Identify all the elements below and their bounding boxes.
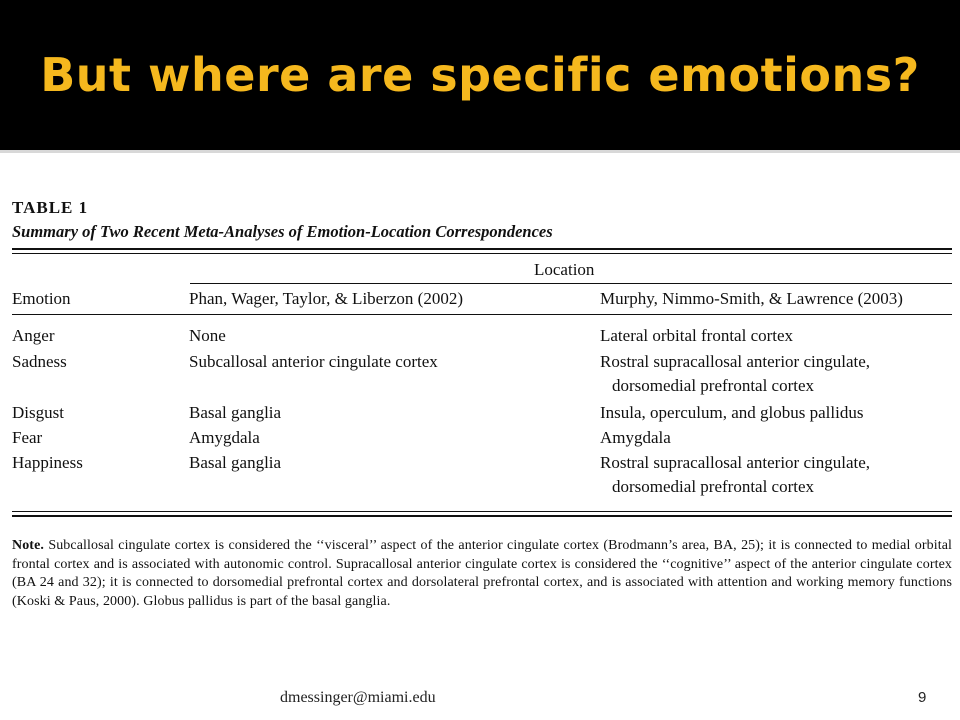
header-emotion: Emotion — [12, 289, 71, 308]
location-header-row — [12, 254, 952, 284]
cell-study2: Insula, operculum, and globus pallidus — [600, 403, 864, 422]
table-row — [12, 453, 952, 477]
cell-emotion: Disgust — [12, 403, 64, 422]
cell-study2: Amygdala — [600, 428, 671, 447]
cell-emotion: Anger — [12, 326, 55, 345]
emotion-location-table — [12, 198, 952, 517]
note-text: Subcallosal cingulate cortex is considered the ‘‘visceral’’ aspect of the anterior cingulate cortex (Brodmann’s area, BA, 25); it is connected to medial orbital frontal cortex and is associated with autonomic control. Supracallosal anterior cingulate cortex is considered the ‘‘cognitive’’ aspect of the anterior cingulate cortex (BA 24 and 32); it is connected to dorsomedial prefrontal cortex and dorsolateral prefrontal cortex, and is associated with attention and working memory functions (Koski & Paus, 2000). Globus pallidus is part of the basal ganglia. — [12, 538, 952, 609]
page-number: 9 — [918, 689, 927, 706]
table-bottom-rule-outer — [12, 515, 952, 517]
cell-study1: Amygdala — [189, 428, 260, 447]
cell-emotion: Happiness — [12, 453, 83, 472]
cell-study1: None — [189, 326, 226, 345]
cell-emotion: Sadness — [12, 352, 67, 371]
table-row — [12, 326, 952, 350]
table-caption: Summary of Two Recent Meta-Analyses of Emotion-Location Correspondences — [12, 222, 553, 241]
cell-study2-cont: dorsomedial prefrontal cortex — [612, 477, 815, 496]
table-note — [12, 537, 952, 611]
slide-title: But where are specific emotions? — [40, 48, 920, 102]
cell-emotion: Fear — [12, 428, 43, 447]
cell-study2-cont: dorsomedial prefrontal cortex — [612, 376, 815, 395]
table-row — [12, 428, 952, 452]
table-row-continuation — [12, 477, 952, 501]
cell-study1: Basal ganglia — [189, 403, 282, 422]
table-row — [12, 403, 952, 427]
note-label: Note. — [12, 538, 44, 553]
cell-study1: Basal ganglia — [189, 453, 282, 472]
cell-study2: Rostral supracallosal anterior cingulate, — [600, 453, 871, 472]
table-row — [12, 352, 952, 376]
table-row-continuation — [12, 376, 952, 400]
table-body — [12, 315, 952, 511]
title-divider — [0, 150, 960, 153]
table-label: TABLE 1 — [12, 198, 89, 217]
header-study-murphy: Murphy, Nimmo-Smith, & Lawrence (2003) — [600, 289, 903, 308]
cell-study1: Subcallosal anterior cingulate cortex — [189, 352, 438, 371]
header-study-phan: Phan, Wager, Taylor, & Liberzon (2002) — [189, 289, 463, 308]
cell-study2: Lateral orbital frontal cortex — [600, 326, 794, 345]
footer-email: dmessinger@miami.edu — [280, 689, 436, 706]
column-header-row — [12, 284, 952, 314]
cell-study2: Rostral supracallosal anterior cingulate, — [600, 352, 871, 371]
location-header: Location — [534, 260, 595, 279]
title-bar — [0, 0, 960, 150]
